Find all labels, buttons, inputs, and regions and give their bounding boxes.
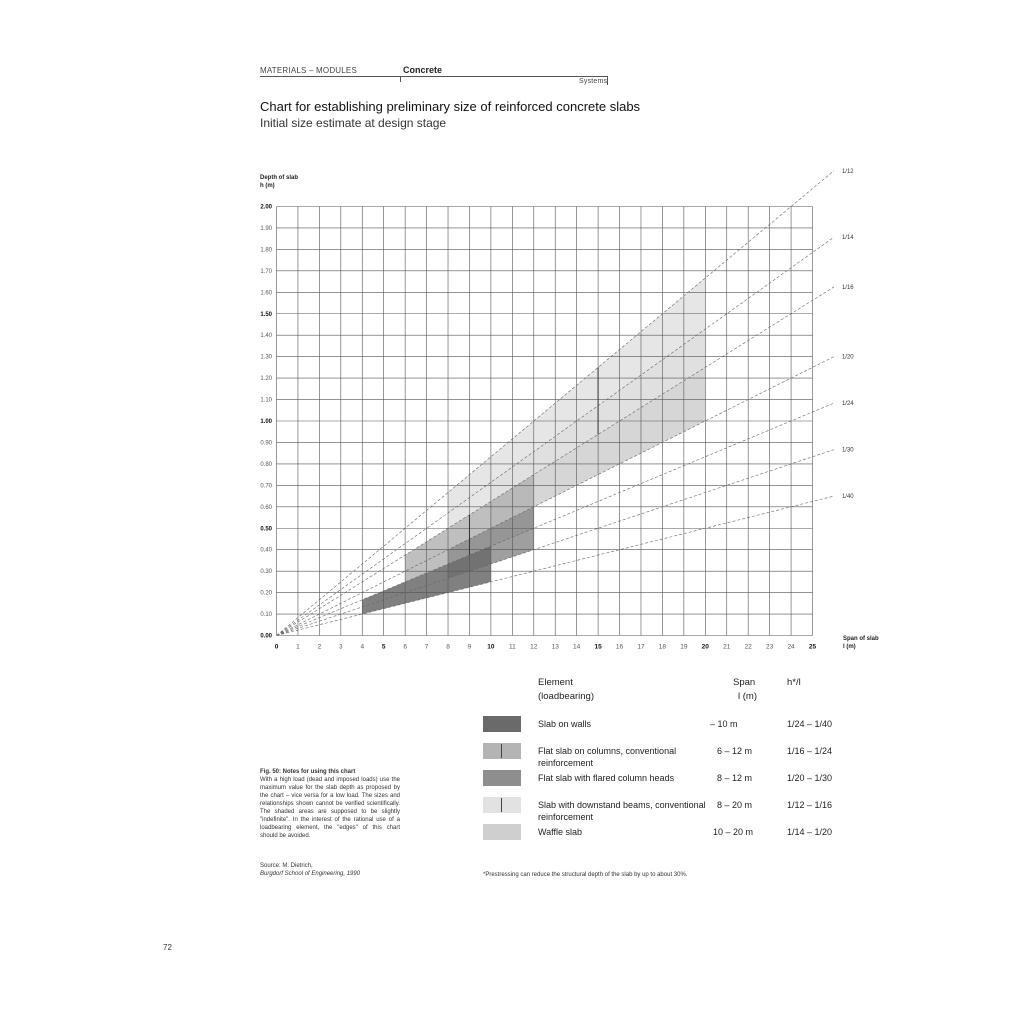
y-axis-label-line1: Depth of slab xyxy=(260,175,299,181)
legend-element: Flat slab with flared column heads xyxy=(538,773,675,783)
x-tick-label: 2 xyxy=(317,643,322,651)
x-axis-label-line1: Span of slab xyxy=(843,636,879,642)
x-tick-label: 1 xyxy=(296,643,300,651)
legend-element: Slab on walls xyxy=(538,719,592,729)
legend-col-span-sub: l (m) xyxy=(738,691,757,702)
notes-heading: Fig. 50: Notes for using this chart xyxy=(260,769,356,775)
x-tick-label: 17 xyxy=(637,643,645,651)
legend-swatch xyxy=(483,824,521,840)
legend-col-element: Element xyxy=(538,677,573,688)
ratio-line-label: 1/40 xyxy=(841,494,854,501)
notes-body: With a high load (dead and imposed loads) use the maximum value for the slab depth as proposed by the chart – vice versa for a low load. The sizes and relationships shown cannot be verified scientifically. The shaded areas are supposed to be slightly "indefinite". In the interest of the rational use of a loadbearing element, the "edges" of this chart should be avoided. xyxy=(260,777,400,839)
legend-element: Flat slab on columns, conventional xyxy=(538,746,677,756)
x-tick-label: 6 xyxy=(403,643,407,651)
x-tick-labels xyxy=(275,644,817,651)
x-tick-label: 15 xyxy=(594,643,602,651)
y-tick-label: 0.20 xyxy=(260,590,272,597)
legend-element-line2: reinforcement xyxy=(538,758,594,768)
y-tick-label: 1.60 xyxy=(260,290,272,297)
legend-span: 8 – 20 m xyxy=(717,800,753,810)
y-tick-label: 0.00 xyxy=(260,633,272,640)
header-topic: Concrete xyxy=(403,65,443,75)
legend-span: – 10 m xyxy=(710,719,738,729)
x-tick-label: 0 xyxy=(274,643,279,651)
x-tick-label: 4 xyxy=(360,643,365,651)
footnote: *Prestressing can reduce the structural depth of the slab by up to about 30%. xyxy=(483,872,688,878)
y-tick-label: 0.60 xyxy=(260,504,272,511)
legend-row xyxy=(483,743,843,769)
ratio-line-label: 1/20 xyxy=(841,354,854,361)
y-tick-label: 0.90 xyxy=(260,440,272,447)
page-number: 72 xyxy=(163,943,172,952)
y-tick-label: 1.50 xyxy=(260,311,272,318)
header-section: MATERIALS – MODULES xyxy=(260,66,358,75)
x-tick-label: 16 xyxy=(615,643,624,651)
legend-span: 10 – 20 m xyxy=(713,827,754,837)
y-tick-label: 2.00 xyxy=(260,204,272,211)
legend-element: Slab with downstand beams, conventional xyxy=(538,800,706,810)
y-tick-label: 1.90 xyxy=(260,225,272,232)
x-tick-label: 25 xyxy=(808,643,817,651)
legend-ratio: 1/24 – 1/40 xyxy=(787,719,833,729)
x-tick-label: 9 xyxy=(467,643,472,651)
x-tick-label: 5 xyxy=(381,643,386,651)
page-title: Chart for establishing preliminary size of reinforced concrete slabs xyxy=(260,99,641,114)
legend-col-span: Span xyxy=(733,677,756,688)
x-tick-label: 13 xyxy=(551,643,559,651)
legend-ratio: 1/20 – 1/30 xyxy=(787,773,833,783)
header-subtopic: Systems xyxy=(579,78,608,85)
y-tick-labels xyxy=(260,205,272,640)
legend-ratio: 1/14 – 1/20 xyxy=(787,827,833,837)
y-tick-label: 0.40 xyxy=(260,547,272,554)
legend-swatch xyxy=(483,716,521,732)
x-tick-label: 22 xyxy=(744,643,752,651)
x-tick-label: 21 xyxy=(723,643,731,651)
y-tick-label: 1.40 xyxy=(260,333,272,340)
legend-col-element-sub: (loadbearing) xyxy=(538,691,594,702)
y-axis-label-line2: h (m) xyxy=(260,183,275,189)
grid xyxy=(277,207,813,636)
page-subtitle: Initial size estimate at design stage xyxy=(260,116,447,130)
ratio-line-label: 1/24 xyxy=(841,401,854,408)
legend-span: 6 – 12 m xyxy=(717,746,753,756)
legend-row xyxy=(483,716,843,736)
x-tick-label: 10 xyxy=(487,643,495,651)
y-tick-label: 1.20 xyxy=(260,376,272,383)
ratio-line-label: 1/30 xyxy=(841,447,854,454)
legend-swatch xyxy=(483,797,521,813)
y-tick-label: 1.80 xyxy=(260,247,272,254)
x-tick-label: 23 xyxy=(766,643,774,651)
y-tick-label: 0.70 xyxy=(260,483,272,490)
legend-span: 8 – 12 m xyxy=(717,773,753,783)
legend-row xyxy=(483,797,843,823)
ratio-line-label: 1/16 xyxy=(841,284,854,291)
legend-ratio: 1/12 – 1/16 xyxy=(787,800,833,810)
x-tick-label: 14 xyxy=(573,643,581,651)
x-tick-label: 24 xyxy=(787,643,795,651)
x-axis-label-line2: l (m) xyxy=(843,644,856,650)
x-tick-label: 20 xyxy=(701,643,709,651)
legend-swatch xyxy=(483,770,521,786)
legend-row xyxy=(483,824,843,844)
x-tick-label: 11 xyxy=(508,643,516,651)
source-line1: Source: M. Dietrich, xyxy=(260,863,313,869)
y-tick-label: 1.70 xyxy=(260,268,272,275)
y-tick-label: 1.30 xyxy=(260,354,272,361)
y-tick-label: 0.50 xyxy=(260,526,272,533)
x-tick-label: 7 xyxy=(424,643,429,651)
x-tick-label: 19 xyxy=(680,643,688,651)
legend-ratio: 1/16 – 1/24 xyxy=(787,746,833,756)
x-tick-label: 8 xyxy=(446,643,450,651)
x-tick-label: 18 xyxy=(658,643,667,651)
y-tick-label: 1.10 xyxy=(260,397,272,404)
notes-block xyxy=(260,768,400,840)
y-tick-label: 0.80 xyxy=(260,461,272,468)
legend-col-ratio: h*/l xyxy=(787,677,801,688)
y-tick-label: 0.10 xyxy=(260,612,272,619)
x-tick-label: 3 xyxy=(339,643,343,651)
y-tick-label: 1.00 xyxy=(260,419,272,425)
y-tick-label: 0.30 xyxy=(260,569,272,576)
legend-element-line2: reinforcement xyxy=(538,812,594,822)
source-line2: Burgdorf School of Engineering, 1990 xyxy=(260,871,361,877)
legend-swatch xyxy=(483,743,521,759)
legend-element: Waffle slab xyxy=(538,827,583,837)
legend-row xyxy=(483,770,843,790)
ratio-line-label: 1/12 xyxy=(841,168,854,175)
ratio-line-label: 1/14 xyxy=(841,235,854,242)
x-tick-label: 12 xyxy=(530,643,538,651)
